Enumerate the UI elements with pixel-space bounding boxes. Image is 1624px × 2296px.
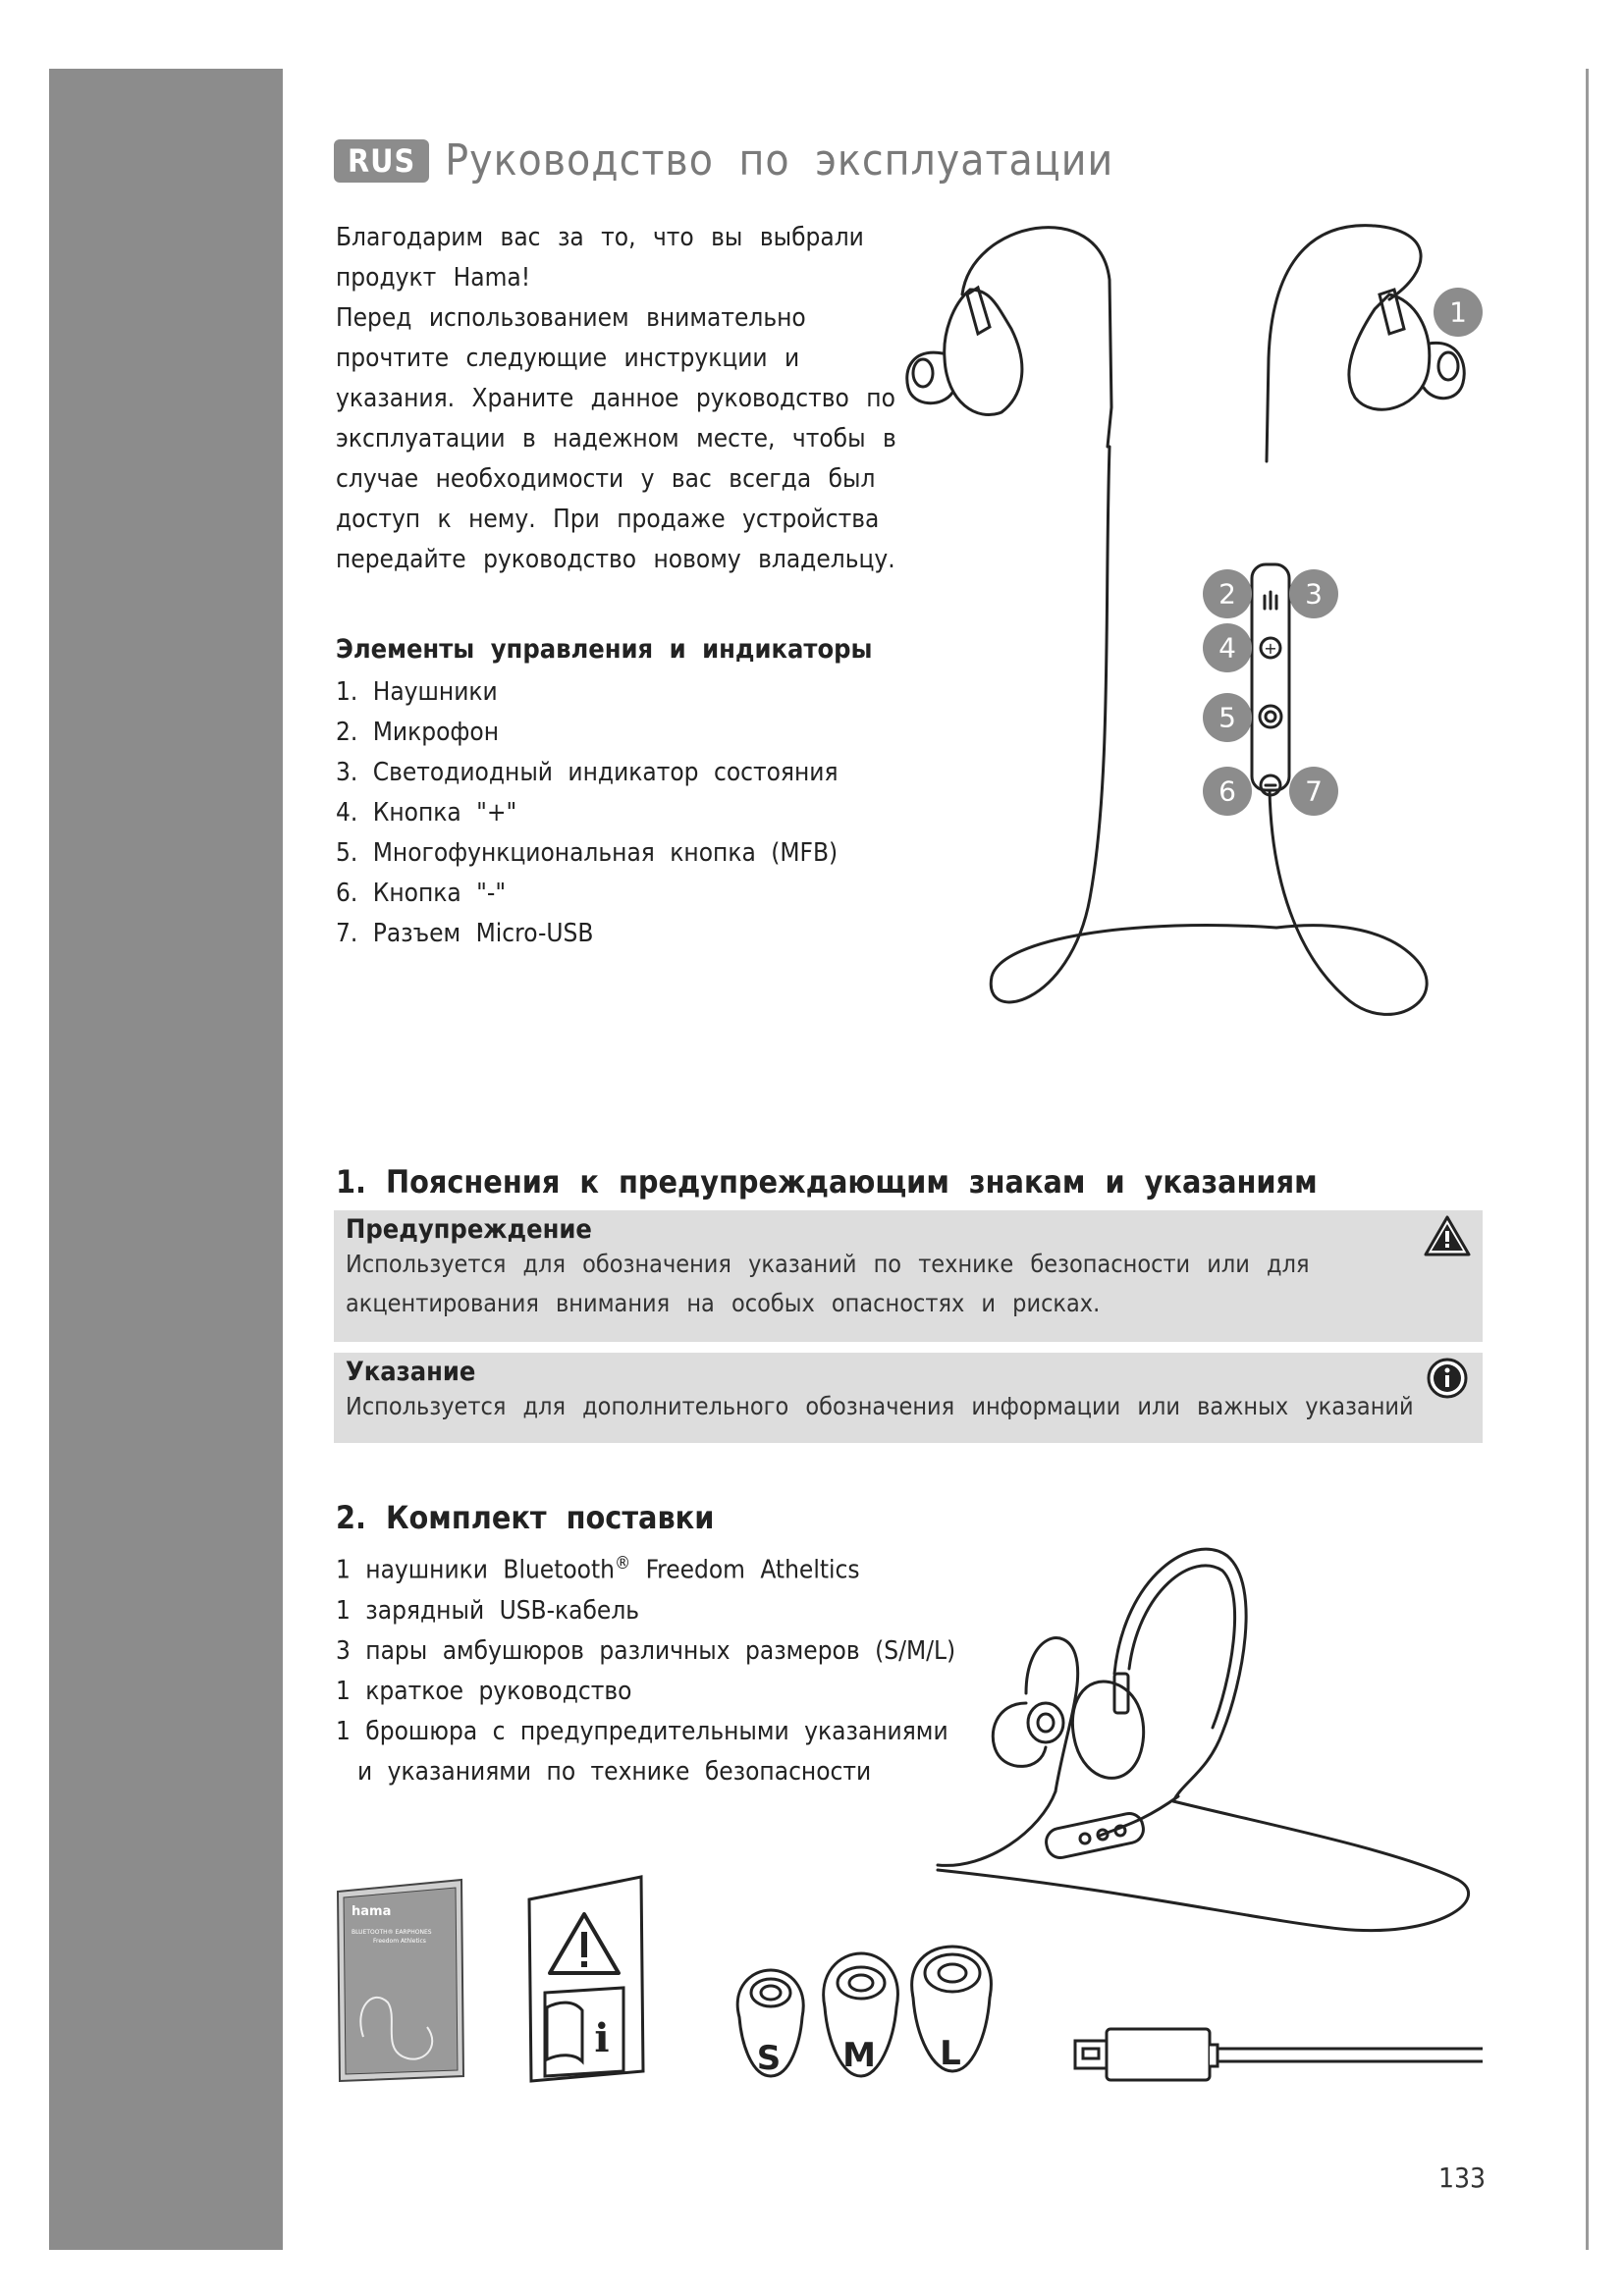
- language-badge: RUS: [334, 139, 429, 183]
- page-header: [334, 135, 1113, 186]
- svg-text:3: 3: [1305, 577, 1323, 611]
- booklet-brand: hama: [352, 1904, 392, 1919]
- booklet-model: Freedom Athletics: [373, 1938, 426, 1945]
- controls-item: 4. Кнопка "+": [336, 798, 517, 828]
- svg-text:7: 7: [1305, 774, 1323, 808]
- right-cable: [1270, 790, 1427, 1014]
- section-2-heading: 2. Комплект поставки: [336, 1499, 715, 1536]
- manual-book-icon: [545, 1988, 623, 2076]
- info-icon: [1424, 1357, 1471, 1400]
- controls-item: 7. Разъем Micro-USB: [336, 919, 594, 948]
- callout-4: [1203, 623, 1252, 672]
- package-contents-list: [336, 1543, 964, 1792]
- page-number: 133: [1438, 2162, 1487, 2194]
- registered-mark: ®: [614, 1553, 631, 1574]
- plus-symbol: +: [1264, 639, 1277, 658]
- usb-cable-wire: [1218, 2049, 1483, 2061]
- intro-text: [336, 218, 954, 580]
- quick-guide-booklet: [334, 1880, 466, 2086]
- inline-remote: [1044, 1811, 1146, 1860]
- right-ear-hook: [1267, 226, 1421, 461]
- ear-tip-label-m: M: [842, 2036, 876, 2075]
- package-item: 1 краткое руководство: [336, 1676, 632, 1706]
- controls-list: [336, 672, 839, 954]
- warning-triangle-icon: [1424, 1214, 1471, 1257]
- callout-2: [1203, 569, 1252, 618]
- ear-tip-label-s: S: [756, 2039, 782, 2078]
- usb-cable-illustration: [1070, 2027, 1488, 2086]
- package-item: 1 брошюра с предупредительными указаниями и указаниями по технике безопасности: [336, 1716, 948, 1787]
- callout-1: [1434, 288, 1483, 337]
- svg-text:1: 1: [1449, 295, 1467, 329]
- page-title: Руководство по эксплуатации: [445, 135, 1114, 186]
- warning-box: [334, 1210, 1483, 1342]
- callout-6: [1203, 767, 1252, 816]
- controls-item: 6. Кнопка "-": [336, 879, 507, 908]
- warning-text: Используется для обозначения указаний по технике безопасности или для акцентирования внимания на особых опасностях и рисках.: [346, 1250, 1310, 1317]
- ear-tip-label-l: L: [940, 2034, 961, 2073]
- svg-text:2: 2: [1218, 577, 1236, 611]
- safety-brochure: [525, 1875, 648, 2086]
- controls-item: 2. Микрофон: [336, 718, 500, 747]
- left-cable: [938, 1791, 1056, 1865]
- earphones-diagram: [884, 211, 1502, 1045]
- callout-7: [1289, 767, 1338, 816]
- note-box: [334, 1353, 1483, 1443]
- intro-thanks: Благодарим вас за то, что вы выбрали продукт Hama!: [336, 223, 864, 293]
- right-margin-line: [1586, 69, 1589, 2250]
- controls-item: 3. Светодиодный индикатор состояния: [336, 758, 839, 787]
- svg-text:4: 4: [1218, 631, 1236, 665]
- package-item: 1 зарядный USB-кабель: [336, 1595, 640, 1626]
- mfb-button-icon: [1260, 706, 1281, 727]
- section-1-heading: 1. Пояснения к предупреждающим знакам и указаниям: [336, 1163, 1318, 1201]
- right-earbud: [1349, 294, 1430, 409]
- package-item: 3 пары амбушюров различных размеров (S/M/L): [336, 1635, 956, 1666]
- ear-tips-illustration: [731, 1949, 992, 2091]
- warning-title: Предупреждение: [346, 1214, 592, 1245]
- sport-earphones-illustration: [928, 1536, 1488, 1968]
- controls-item: 1. Наушники: [336, 677, 498, 707]
- left-sidebar-bar: [49, 69, 283, 2250]
- note-title: Указание: [346, 1357, 476, 1387]
- callout-3: [1289, 569, 1338, 618]
- left-hook: [1026, 1638, 1078, 1791]
- intro-instructions: Перед использованием внимательно прочтите следующие инструкции и указания. Храните данное руководство по эксплуатации в надежном месте, чтобы в случае необходимости у вас всегда был доступ к нему. При продаже устройства передайте руководство новому владельцу.: [336, 303, 896, 574]
- callout-5: [1203, 693, 1252, 742]
- left-bud: [993, 1703, 1046, 1766]
- controls-item: 5. Многофункциональная кнопка (MFB): [336, 838, 839, 868]
- booklet-product: BLUETOOTH® EARPHONES: [352, 1929, 432, 1936]
- svg-text:6: 6: [1218, 774, 1236, 808]
- note-text: Используется для дополнительного обозначения информации или важных указаний: [346, 1392, 1414, 1420]
- info-letter: i: [594, 2015, 610, 2061]
- svg-text:5: 5: [1218, 701, 1236, 734]
- package-item: 1 наушники Bluetooth® Freedom Atheltics: [336, 1553, 860, 1585]
- controls-title: Элементы управления и индикаторы: [336, 634, 873, 665]
- neck-cable: [938, 1801, 1469, 1931]
- right-bud: [1072, 1682, 1143, 1778]
- usb-plug-housing: [1107, 2029, 1210, 2080]
